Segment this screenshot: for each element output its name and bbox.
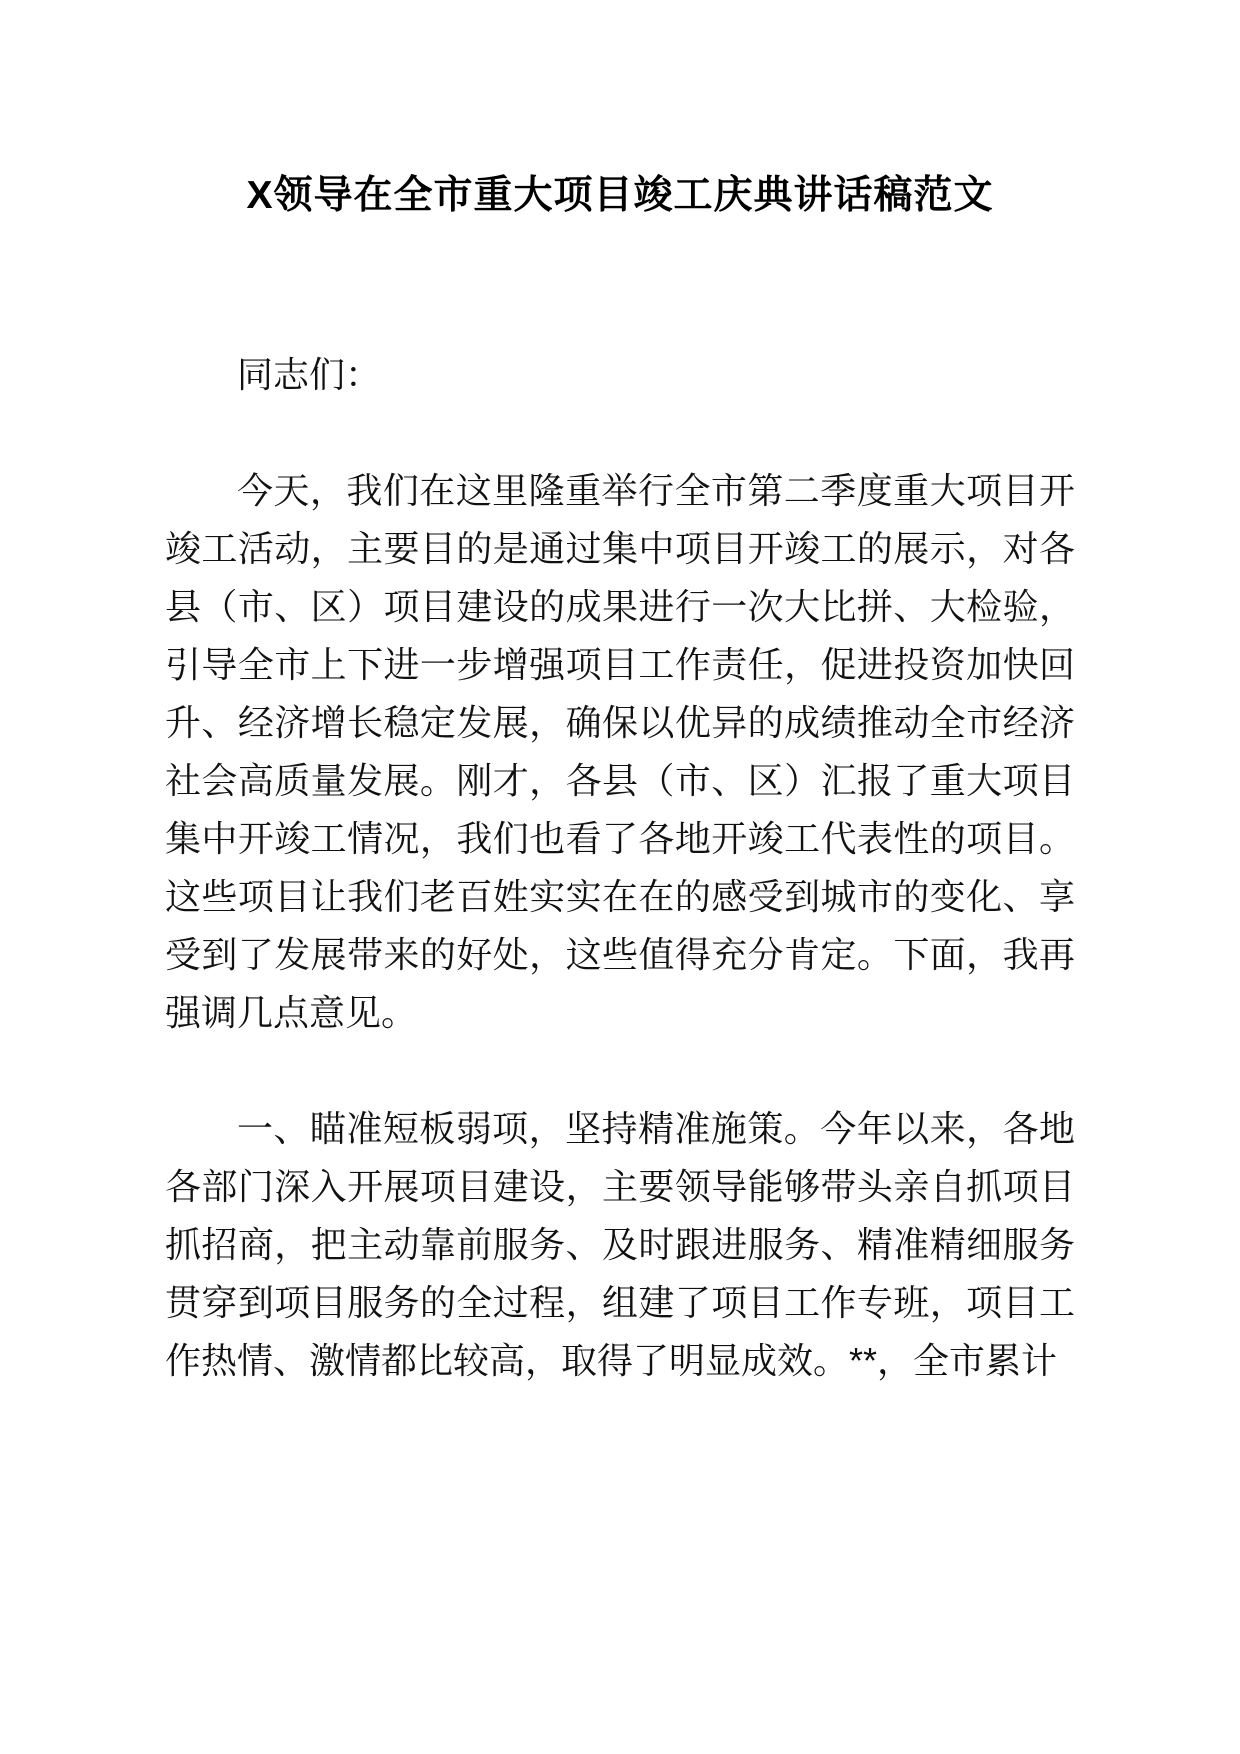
paragraph-salutation: 同志们： xyxy=(237,354,382,395)
paragraph-point-one: 一、瞄准短板弱项，坚持精准施策。今年以来，各地各部门深入开展项目建设，主要领导能够带头亲自抓项目抓招商，把主动靠前服务、及时跟进服务、精准精细服务贯穿到项目服务的全过程，组建了项目工作专班，项目工作热情、激情都比较高，取得了明显成效。**，全市累计 xyxy=(165,1108,1075,1381)
document-title: X领导在全市重大项目竣工庆典讲话稿范文 xyxy=(246,174,994,217)
paragraph-intro: 今天，我们在这里隆重举行全市第二季度重大项目开竣工活动，主要目的是通过集中项目开竣工的展示，对各县（市、区）项目建设的成果进行一次大比拼、大检验，引导全市上下进一步增强项目工作责任，促进投资加快回升、经济增长稳定发展，确保以优异的成绩推动全市经济社会高质量发展。刚才，各县（市、区）汇报了重大项目集中开竣工情况，我们也看了各地开竣工代表性的项目。这些项目让我们老百姓实实在在的感受到城市的变化、享受到了发展带来的好处，这些值得充分肯定。下面，我再强调几点意见。 xyxy=(165,470,1075,1033)
